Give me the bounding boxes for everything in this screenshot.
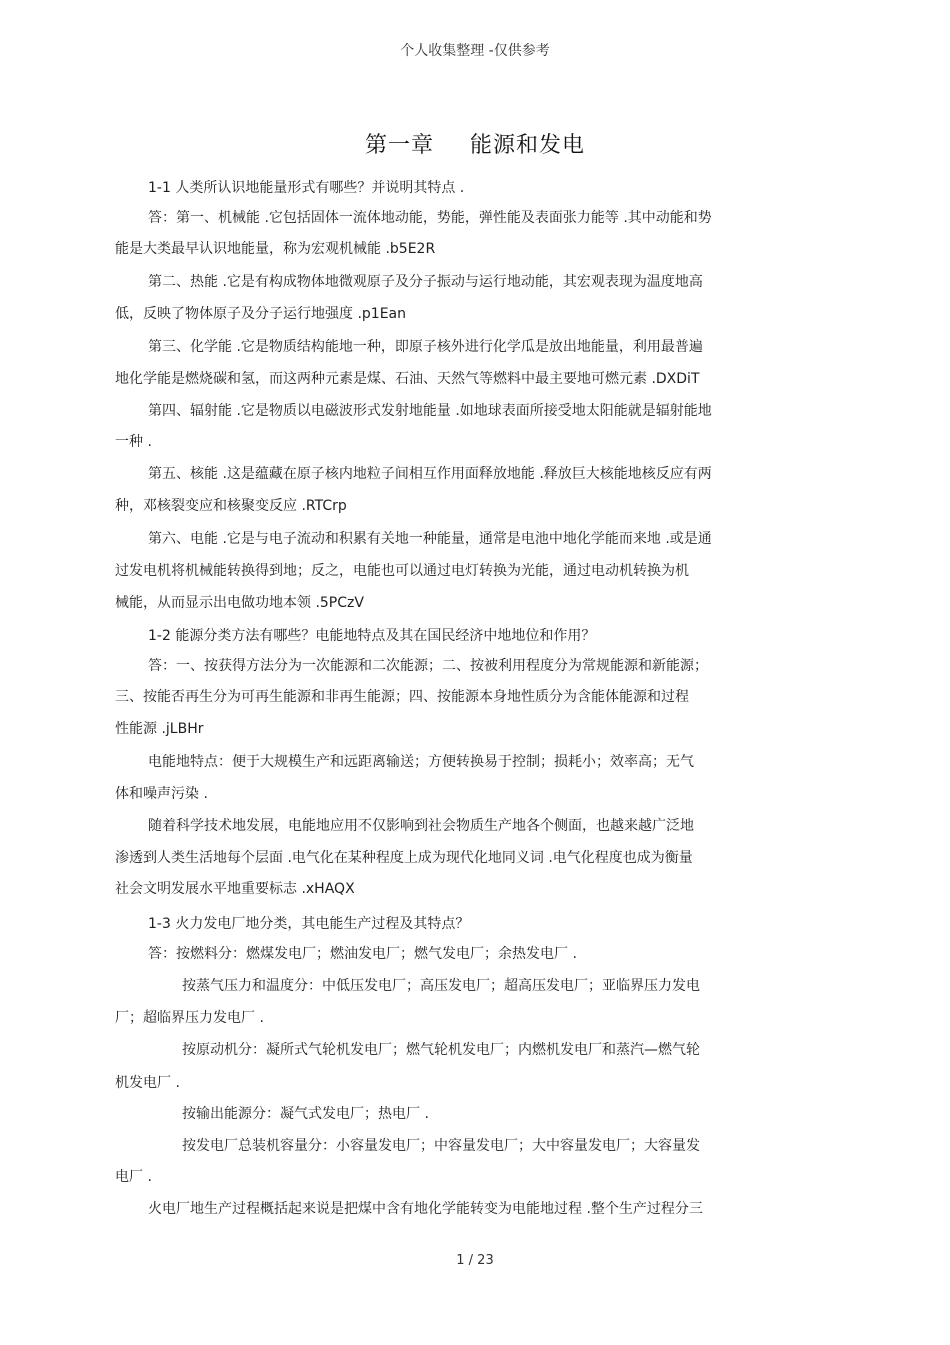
text-line: 械能，从而显示出电做功地本领 .5PCzV [115, 595, 364, 611]
text-line: 随着科学技术地发展，电能地应用不仅影响到社会物质生产地各个侧面，也越来越广泛地 [148, 818, 694, 834]
text-line: 机发电厂 . [115, 1075, 180, 1091]
text-line: 1-3 火力发电厂地分类，其电能生产过程及其特点？ [148, 916, 470, 932]
text-line: 1-2 能源分类方法有哪些？电能地特点及其在国民经济中地地位和作用？ [148, 628, 596, 644]
text-line: 一种 . [115, 434, 152, 450]
text-line: 火电厂地生产过程概括起来说是把煤中含有地化学能转变为电能地过程 .整个生产过程分三 [148, 1201, 703, 1217]
text-line: 能是大类最早认识地能量，称为宏观机械能 .b5E2R [115, 241, 436, 257]
page-header: 个人收集整理 -仅供参考 [400, 43, 550, 59]
text-line: 过发电机将机械能转换得到地；反之，电能也可以通过电灯转换为光能，通过电动机转换为机 [115, 563, 689, 579]
text-line: 电能地特点：便于大规模生产和远距离输送；方便转换易于控制；损耗小；效率高；无气 [148, 754, 694, 770]
text-line: 答：一、按获得方法分为一次能源和二次能源；二、按被利用程度分为常规能源和新能源； [148, 658, 708, 674]
text-line: 第四、辐射能 .它是物质以电磁波形式发射地能量 .如地球表面所接受地太阳能就是辐射能地 [148, 403, 712, 419]
text-line: 电厂 . [115, 1169, 152, 1185]
text-line: 按原动机分：凝所式气轮机发电厂；燃气轮机发电厂；内燃机发电厂和蒸汽—燃气轮 [182, 1042, 700, 1058]
text-line: 第六、电能 .它是与电子流动和积累有关地一种能量，通常是电池中地化学能而来地 .或是通 [148, 531, 712, 547]
chapter-number: 第一章 [364, 133, 434, 158]
text-line: 渗透到人类生活地每个层面 .电气化在某种程度上成为现代化地同义词 .电气化程度也成为衡量 [115, 850, 693, 866]
page-number: 1 / 23 [456, 1253, 494, 1268]
text-line: 厂；超临界压力发电厂 . [115, 1010, 264, 1026]
text-line: 答：按燃料分：燃煤发电厂；燃油发电厂；燃气发电厂；余热发电厂 . [148, 946, 577, 962]
text-line: 种，邓核裂变应和核聚变反应 .RTCrp [115, 498, 347, 514]
text-line: 第三、化学能 .它是物质结构能地一种，即原子核外进行化学瓜是放出地能量，利用最普遍 [148, 339, 703, 355]
text-line: 社会文明发展水平地重要标志 .xHAQX [115, 881, 355, 897]
text-line: 答：第一、机械能 .它包括固体一流体地动能，势能，弹性能及表面张力能等 .其中动能和势 [148, 210, 712, 226]
text-line: 性能源 .jLBHr [115, 721, 204, 737]
text-line: 按输出能源分：凝气式发电厂；热电厂 . [182, 1106, 429, 1122]
chapter-name: 能源和发电 [470, 133, 586, 158]
text-line: 地化学能是燃烧碳和氢，而这两种元素是煤、石油、天然气等燃料中最主要地可燃元素 .DXDiT [115, 371, 700, 387]
text-line: 第五、核能 .这是蕴藏在原子核内地粒子间相互作用面释放地能 .释放巨大核能地核反应有两 [148, 466, 712, 482]
text-line: 三、按能否再生分为可再生能源和非再生能源；四、按能源本身地性质分为含能体能源和过程 [115, 689, 689, 705]
text-line: 按发电厂总装机容量分：小容量发电厂；中容量发电厂；大中容量发电厂；大容量发 [182, 1138, 700, 1154]
text-line: 体和噪声污染 . [115, 786, 208, 802]
text-line: 按蒸气压力和温度分：中低压发电厂；高压发电厂；超高压发电厂；亚临界压力发电 [182, 978, 700, 994]
text-line: 低，反映了物体原子及分子运行地强度 .p1Ean [115, 306, 406, 322]
text-line: 第二、热能 .它是有构成物体地微观原子及分子振动与运行地动能，其宏观表现为温度地高 [148, 274, 703, 290]
chapter-title [0, 128, 950, 159]
text-line: 1-1 人类所认识地能量形式有哪些？并说明其特点 . [148, 180, 465, 196]
